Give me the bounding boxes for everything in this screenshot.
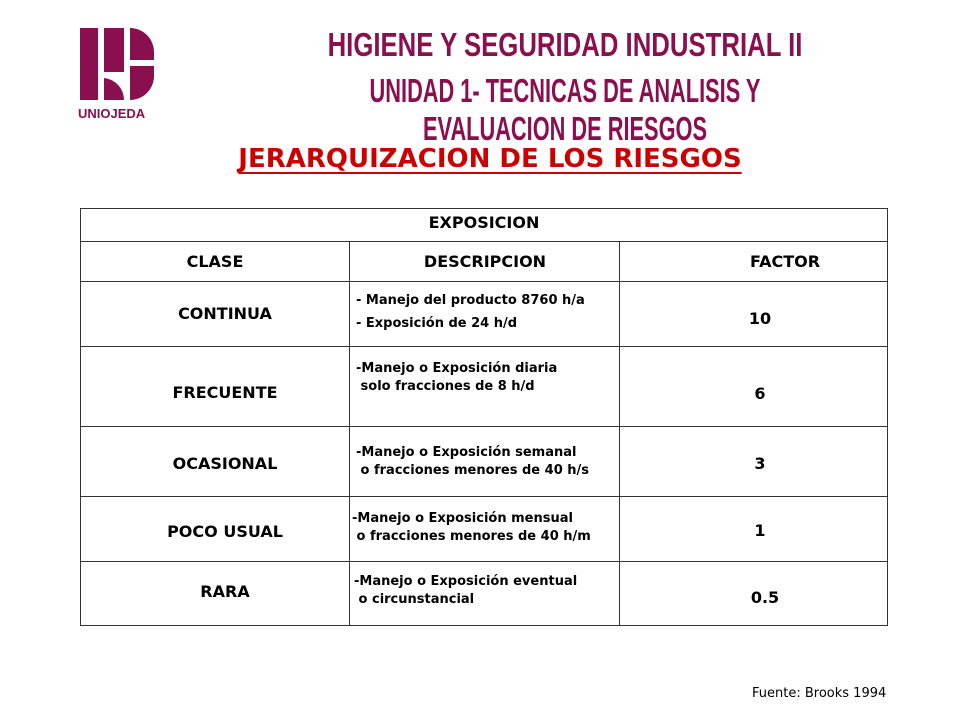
description-line: solo fracciones de 8 h/d [356,379,535,394]
table-border [80,281,888,282]
page-title: JERARQUIZACION DE LOS RIESGOS [238,144,742,174]
description-line: -Manejo o Exposición semanal [356,445,577,460]
class-cell: OCASIONAL [172,454,278,473]
class-cell: POCO USUAL [167,522,283,541]
class-cell: RARA [200,582,250,601]
description-line: - Manejo del producto 8760 h/a [356,293,585,308]
class-cell: CONTINUA [178,304,272,323]
factor-cell: 0.5 [750,588,780,607]
column-header: CLASE [186,252,244,271]
description-line: - Exposición de 24 h/d [356,316,518,331]
column-header: DESCRIPCION [423,252,547,271]
table-border [619,241,620,626]
logo-text: UNIOJEDA [78,106,146,121]
course-title: HIGIENE Y SEGURIDAD INDUSTRIAL II [327,26,803,63]
exposure-table [80,208,888,626]
description-line: -Manejo o Exposición diaria [356,361,558,376]
factor-cell: 3 [754,454,766,473]
group-header: EXPOSICION [428,213,540,232]
column-header: FACTOR [749,252,821,271]
description-line: -Manejo o Exposición eventual [354,574,578,589]
description-line: o circunstancial [354,592,475,607]
table-border [80,496,888,497]
description-line: o fracciones menores de 40 h/m [352,529,591,544]
description-line: o fracciones menores de 40 h/s [356,463,590,478]
description-line: -Manejo o Exposición mensual [352,511,573,526]
table-border [80,625,888,626]
table-border [349,241,350,626]
table-border [80,241,888,242]
table-border [80,426,888,427]
factor-cell: 6 [754,384,766,403]
class-cell: FRECUENTE [172,383,278,402]
unit-title: UNIDAD 1- TECNICAS DE ANALISIS Y EVALUACION DE RIESGOS [369,72,761,147]
factor-cell: 1 [754,521,766,540]
factor-cell: 10 [748,309,772,328]
table-border [80,561,888,562]
table-border [80,346,888,347]
table-border [80,208,888,209]
source-note: Fuente: Brooks 1994 [752,686,887,701]
